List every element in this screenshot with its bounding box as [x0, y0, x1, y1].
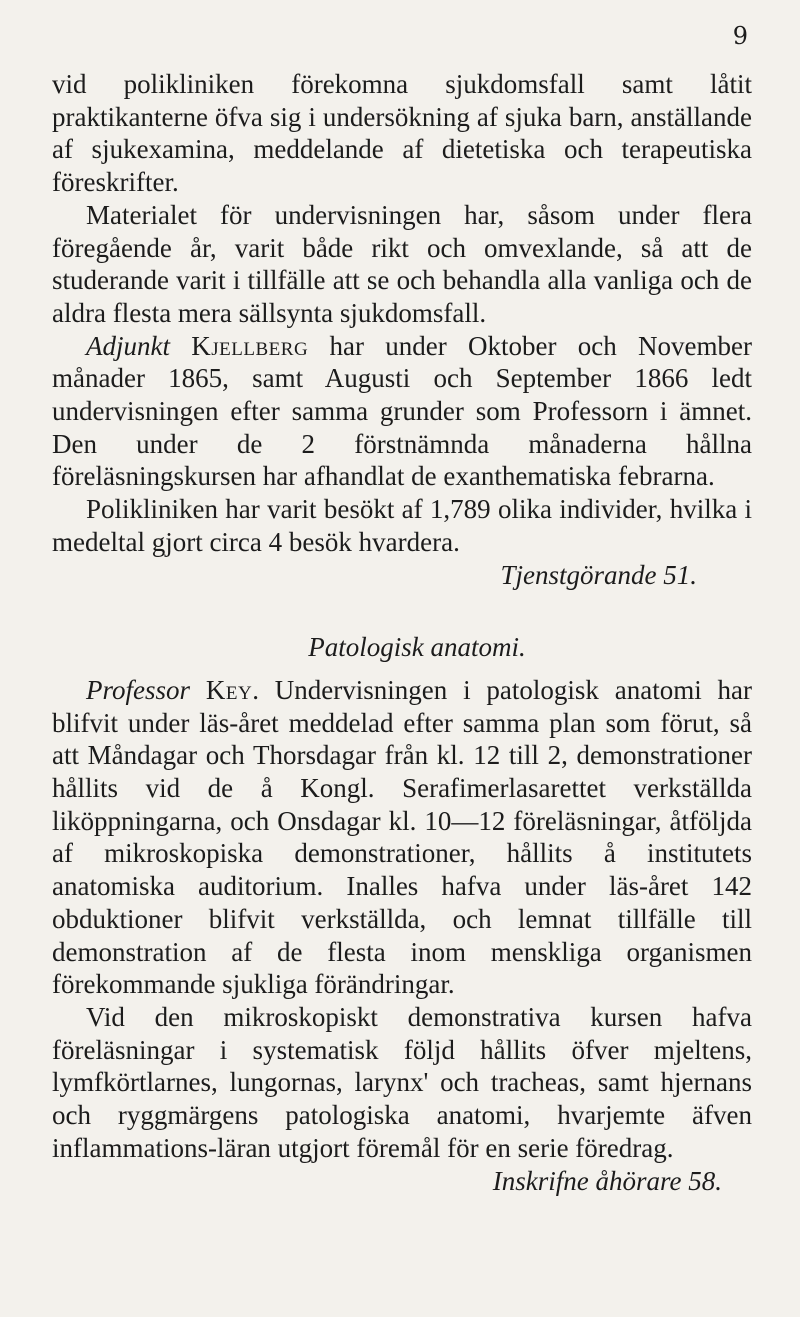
- signature-inskrifne: Inskrifne åhörare 58.: [492, 1165, 722, 1196]
- section-heading: Patologisk anatomi.: [308, 632, 526, 663]
- professor-text: . Undervisningen i patologisk anatomi har blifvit under läs-året meddelad efter samma plan som förut, så att Måndagar och Thorsdagar från kl. 12 till 2, demonstrationer hållits vid de å Kongl. Serafimerlasarettet verkställda liköppningarna, och Onsdagar kl. 10—12 föreläsningar, åtföljda af mikroskopiska demonstrationer, hållits å institutets anatomiska auditorium. Inalles hafva under läs-året 142 obduktioner blifvit verkställda, och lemnat tillfälle till demonstration af de flesta inom menskliga organismen förekommande sjukliga förändringar.: [52, 674, 753, 1000]
- adjunct-title: Adjunkt: [86, 330, 170, 361]
- paragraph-microscopic-course: Vid den mikroskopiskt demonstrativa kursen hafva föreläsningar i systematisk följd hållits öfver mjeltens, lymfkörtlarnes, lungornas, larynx' och tracheas, samt hjernans och ryggmärgens patologiska anatomi, hvarjemte äfven inflammations-läran utgjort föremål för en serie föredrag.: [52, 1001, 752, 1163]
- professor-name: Key: [205, 674, 253, 705]
- signature-tjenstgorande: Tjenstgörande 51.: [500, 559, 697, 590]
- page-number: 9: [732, 22, 748, 50]
- body-text: [52, 68, 752, 1197]
- paragraph-teaching-material: Materialet för undervisningen har, såsom under flera föregående år, varit både rikt och omvexlande, så att de studerande varit i tillfälle att se och behandla alla vanliga och de aldra flesta mera sällsynta sjukdomsfall.: [52, 199, 752, 328]
- paragraph-adjunct: [52, 330, 752, 494]
- paragraph-clinic-activities: vid polikliniken förekomna sjukdomsfall samt låtit praktikanterne öfva sig i undersökning af sjuka barn, anställande af sjukexamina, meddelande af dietetiska och terapeutiska föreskrifter.: [52, 69, 752, 198]
- paragraph-clinic-visits: Polikliniken har varit besökt af 1,789 olika individer, hvilka i medeltal gjort circa 4 besök hvardera.: [52, 494, 752, 557]
- adjunct-text: har under Oktober och November månader 1865, samt Augusti och September 1866 ledt undervisningen efter samma grunder som Professorn i ämnet. Den under de 2 förstnämnda månaderna hållna föreläsningskursen har afhandlat de exanthematiska febrarna.: [52, 330, 752, 492]
- adjunct-name: Kjellberg: [191, 330, 309, 361]
- paragraph-professor: [52, 674, 752, 1001]
- professor-title: Professor: [86, 674, 191, 705]
